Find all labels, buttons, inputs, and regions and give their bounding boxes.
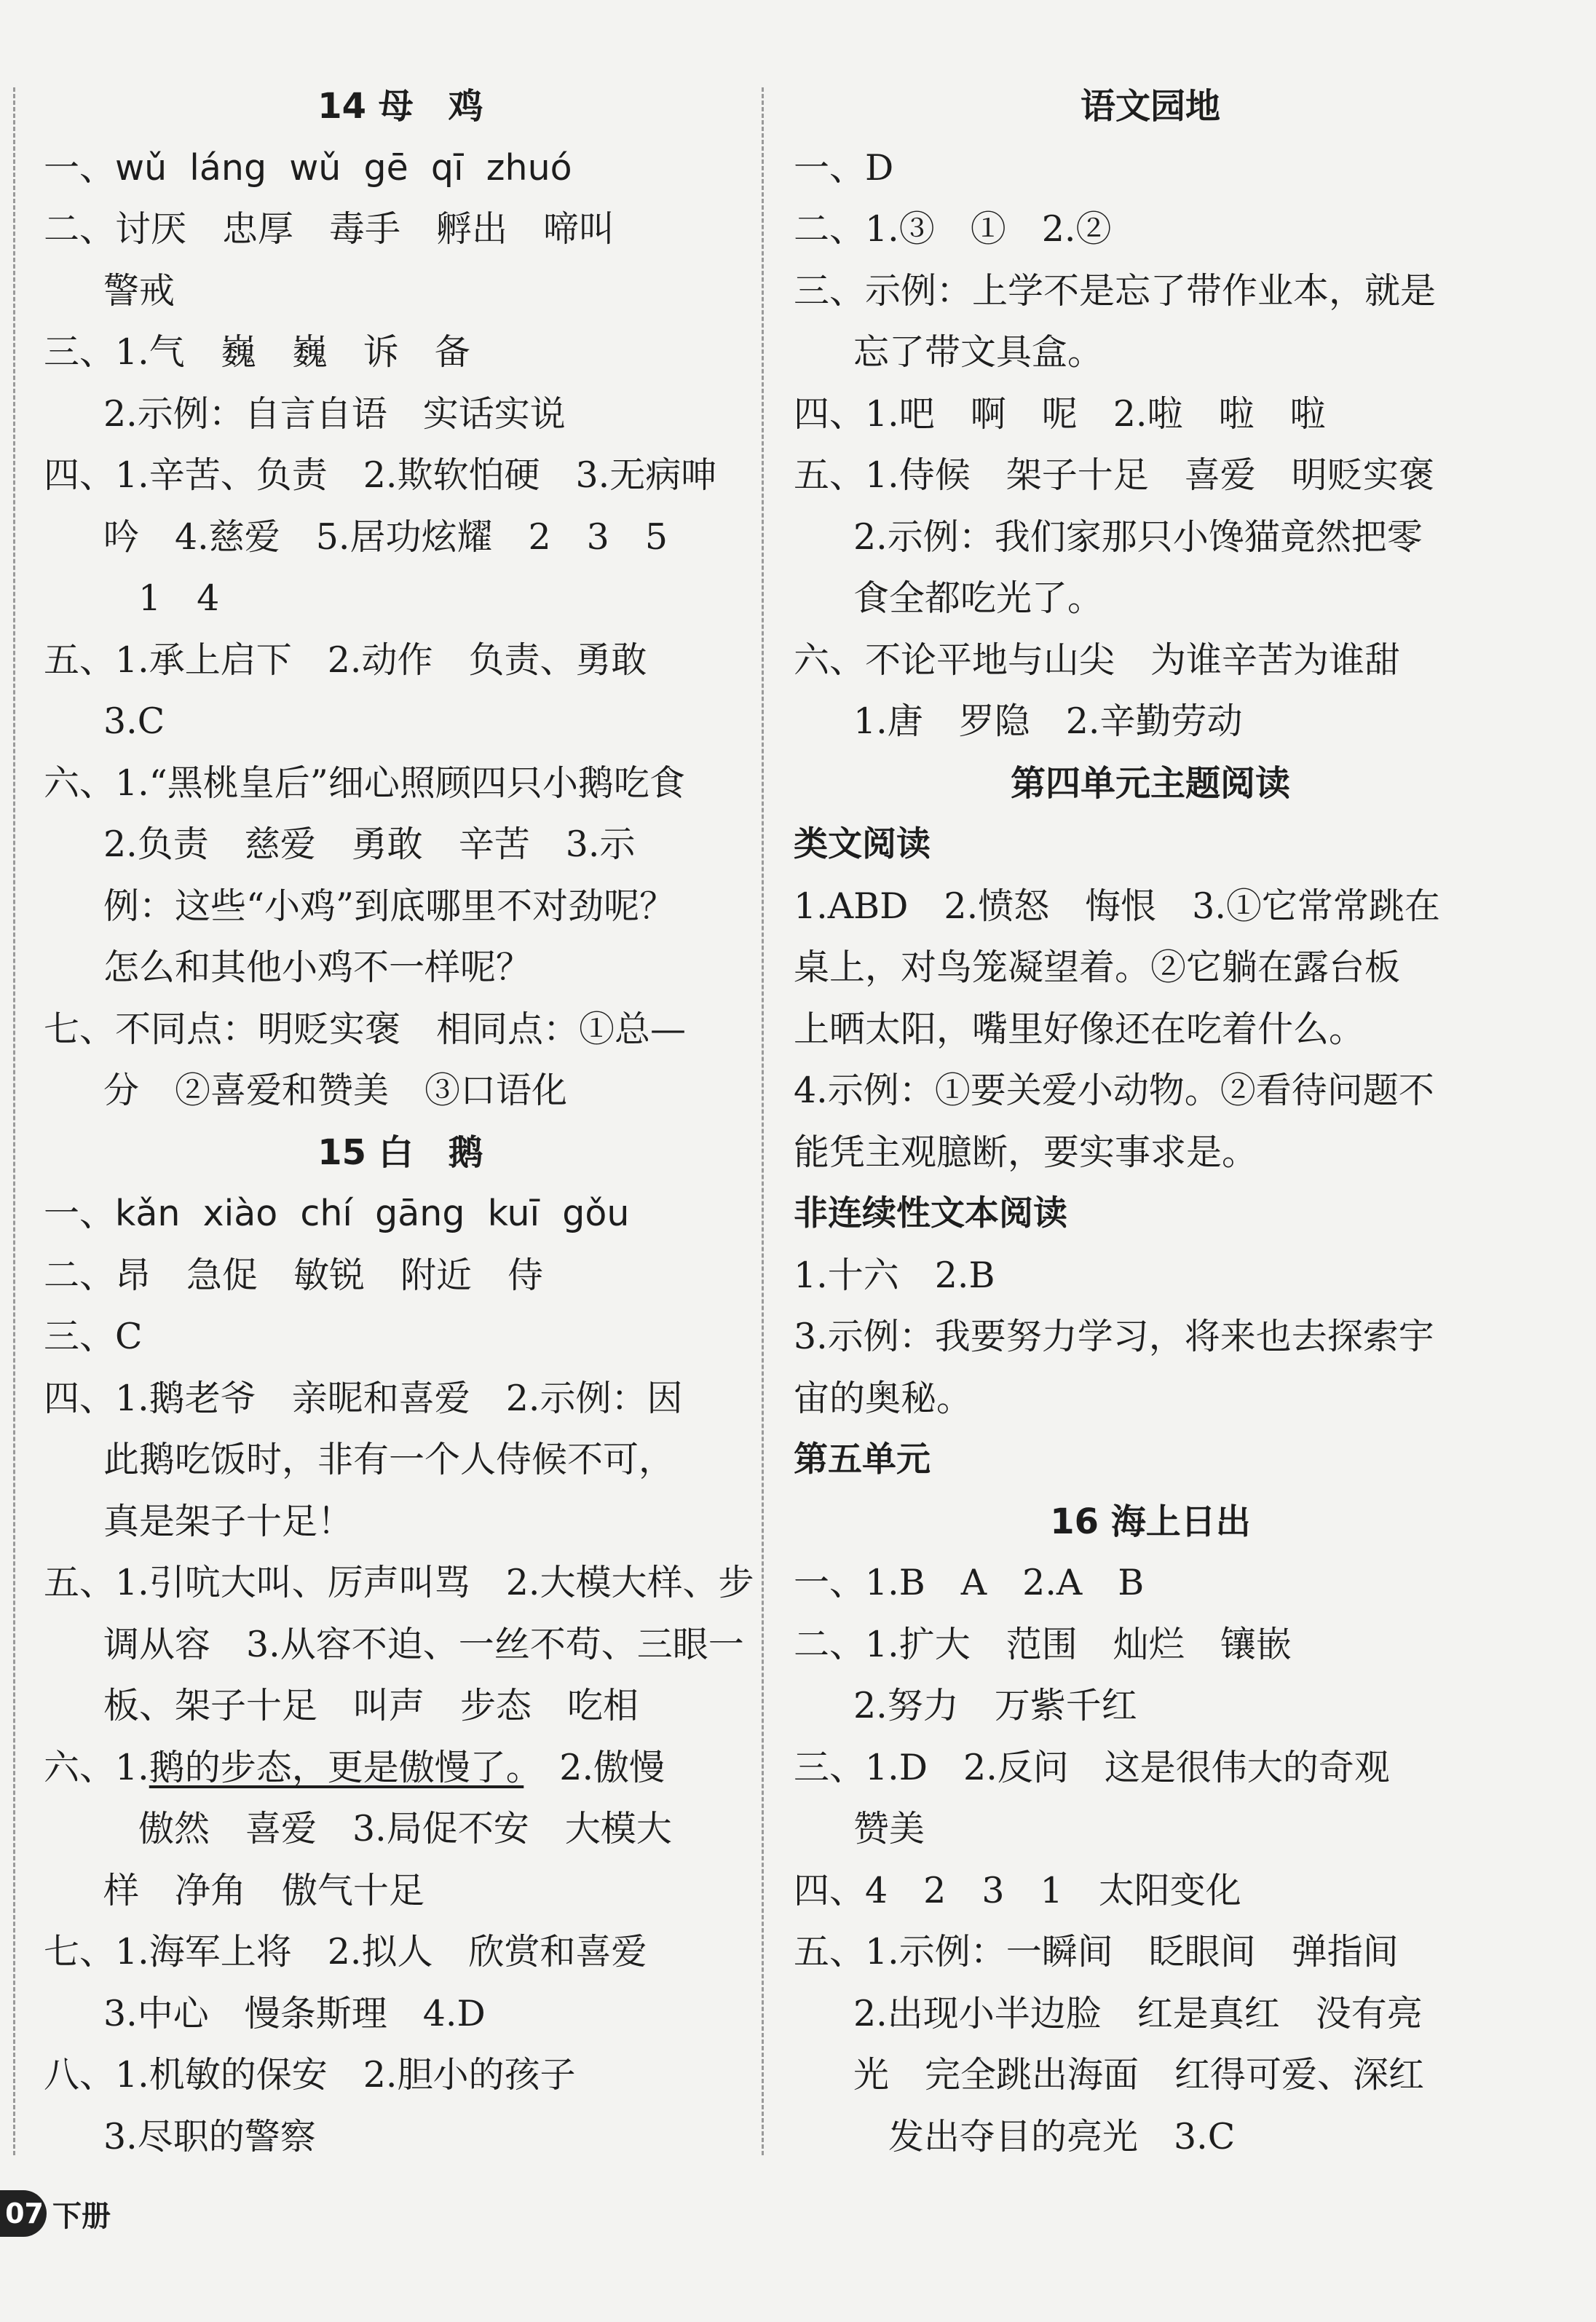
answer-line: 光 完全跳出海面 红得可爱、深红 xyxy=(853,2054,1425,2096)
answer-line: 六、不论平地与山尖 为谁辛苦为谁甜 xyxy=(794,639,1401,681)
answer-line: 桌上，对鸟笼凝望着。②它躺在露台板 xyxy=(794,947,1401,988)
answer-line: 五、1.侍候 架子十足 喜爱 明贬实褒 xyxy=(794,454,1434,496)
answer-line: 三、1.D 2.反问 这是很伟大的奇观 xyxy=(794,1746,1390,1788)
page-footer xyxy=(0,2190,111,2237)
answer-line: 3.示例：我要努力学习，将来也去探索宇 xyxy=(794,1316,1434,1357)
section-title: 第四单元主题阅读 xyxy=(1010,762,1290,804)
answer-line: 2.示例：自言自语 实话实说 xyxy=(103,392,566,435)
answer-line: 五、1.承上启下 2.动作 负责、勇敢 xyxy=(44,639,647,681)
answer-line: 1.ABD 2.愤怒 悔恨 3.①它常常跳在 xyxy=(794,885,1440,927)
answer-line: 五、1.引吭大叫、厉声叫骂 2.大模大样、步 xyxy=(44,1562,754,1603)
answer-line: 发出夺目的亮光 3.C xyxy=(888,2115,1236,2157)
answer-line: 八、1.机敏的保安 2.胆小的孩子 xyxy=(44,2054,576,2096)
answer-line: 一、kǎn xiào chí gāng kuī gǒu xyxy=(44,1193,630,1234)
answer-line: 真是架子十足！ xyxy=(103,1500,354,1542)
answer-line: 二、1.扩大 范围 灿烂 镶嵌 xyxy=(794,1623,1292,1665)
answer-line: 2.负责 慈爱 勇敢 辛苦 3.示 xyxy=(103,824,636,865)
answer-line: 1.十六 2.B xyxy=(794,1254,995,1296)
answer-line: 样 净角 傲气十足 xyxy=(103,1869,425,1911)
answer-line: 七、1.海军上将 2.拟人 欣赏和喜爱 xyxy=(44,1931,647,1972)
answer-line: 3.C xyxy=(103,700,165,742)
answer-line: 四、1.辛苦、负责 2.欺软怕硬 3.无病呻 xyxy=(44,454,717,496)
answer-line: 1 4 xyxy=(138,577,220,619)
answer-line: 二、昂 急促 敏锐 附近 侍 xyxy=(44,1254,544,1296)
answer-line: 二、1.③ ① 2.② xyxy=(794,208,1112,250)
answer-line: 二、讨厌 忠厚 毒手 孵出 啼叫 xyxy=(44,208,615,250)
answer-line: 四、4 2 3 1 太阳变化 xyxy=(794,1869,1241,1911)
answer-line: 1.唐 罗隐 2.辛勤劳动 xyxy=(853,700,1243,742)
left-margin-divider xyxy=(13,87,15,2155)
answer-line: 2.出现小半边脸 红是真红 没有亮 xyxy=(853,1992,1423,2034)
answer-line: 三、1.气 巍 巍 诉 备 xyxy=(44,331,470,373)
left-column xyxy=(44,76,757,2168)
column-divider xyxy=(762,87,764,2155)
answer-line: 赞美 xyxy=(853,1808,925,1849)
answer-line: 三、示例：上学不是忘了带作业本，就是 xyxy=(794,269,1437,312)
answer-line: 板、架子十足 叫声 步态 吃相 xyxy=(103,1685,639,1726)
answer-line: 例：这些“小鸡”到底哪里不对劲呢？ xyxy=(103,885,676,927)
section-title: 16 海上日出 xyxy=(1050,1501,1251,1542)
answer-line: 上晒太阳，嘴里好像还在吃着什么。 xyxy=(794,1008,1365,1050)
subsection-heading: 类文阅读 xyxy=(794,824,931,864)
answer-line: 怎么和其他小鸡不一样呢？ xyxy=(103,947,532,988)
answer-line: 七、不同点：明贬实褒 相同点：①总— xyxy=(44,1008,687,1050)
answer-line: 一、wǔ láng wǔ gē qī zhuó xyxy=(44,146,572,189)
answer-prefix: 六、1. xyxy=(44,1746,149,1788)
answer-line: 三、C xyxy=(44,1316,143,1357)
book-part-label: 下册 xyxy=(52,2199,111,2233)
answer-line: 五、1.示例：一瞬间 眨眼间 弹指间 xyxy=(794,1931,1399,1972)
underlined-sentence: 鹅的步态，更是傲慢了。 xyxy=(149,1746,524,1788)
section-title: 15 白 鹅 xyxy=(317,1132,483,1173)
answer-line: 四、1.鹅老爷 亲昵和喜爱 2.示例：因 xyxy=(44,1377,683,1419)
answer-line: 四、1.吧 啊 呢 2.啦 啦 啦 xyxy=(794,392,1326,435)
answer-suffix: 2.傲慢 xyxy=(524,1746,665,1788)
section-title: 14 母 鸡 xyxy=(317,86,483,127)
answer-line: 六、1.“黑桃皇后”细心照顾四只小鹅吃食 xyxy=(44,762,685,804)
answer-line: 一、D xyxy=(794,146,894,189)
answer-line: 一、1.B A 2.A B xyxy=(794,1562,1145,1603)
subsection-heading: 第五单元 xyxy=(794,1440,931,1480)
answer-line: 能凭主观臆断，要实事求是。 xyxy=(794,1131,1258,1173)
answer-line: 3.尽职的警察 xyxy=(103,2115,316,2157)
answer-line: 2.示例：我们家那只小馋猫竟然把零 xyxy=(853,516,1423,558)
answer-line: 宙的奥秘。 xyxy=(794,1377,973,1419)
answer-line: 分 ②喜爱和赞美 ③口语化 xyxy=(103,1070,568,1111)
subsection-heading: 非连续性文本阅读 xyxy=(794,1193,1067,1233)
answer-line: 调从容 3.从容不迫、一丝不苟、三眼一 xyxy=(103,1623,744,1665)
answer-line: 3.中心 慢条斯理 4.D xyxy=(103,1992,486,2034)
answer-line: 2.努力 万紫千红 xyxy=(853,1685,1137,1726)
answer-line: 此鹅吃饭时，非有一个人侍候不可， xyxy=(103,1439,675,1480)
answer-line: 食全都吃光了。 xyxy=(853,577,1104,619)
answer-line: 4.示例：①要关爱小动物。②看待问题不 xyxy=(794,1070,1434,1111)
answer-line xyxy=(44,1737,757,1799)
answer-line: 忘了带文具盒。 xyxy=(853,331,1104,373)
answer-line: 警戒 xyxy=(103,269,175,312)
section-title: 语文园地 xyxy=(1080,86,1220,127)
right-column xyxy=(794,76,1507,2168)
page-number: 07 xyxy=(0,2190,47,2237)
answer-line: 吟 4.慈爱 5.居功炫耀 2 3 5 xyxy=(103,516,668,558)
answer-line: 傲然 喜爱 3.局促不安 大模大 xyxy=(138,1808,672,1849)
